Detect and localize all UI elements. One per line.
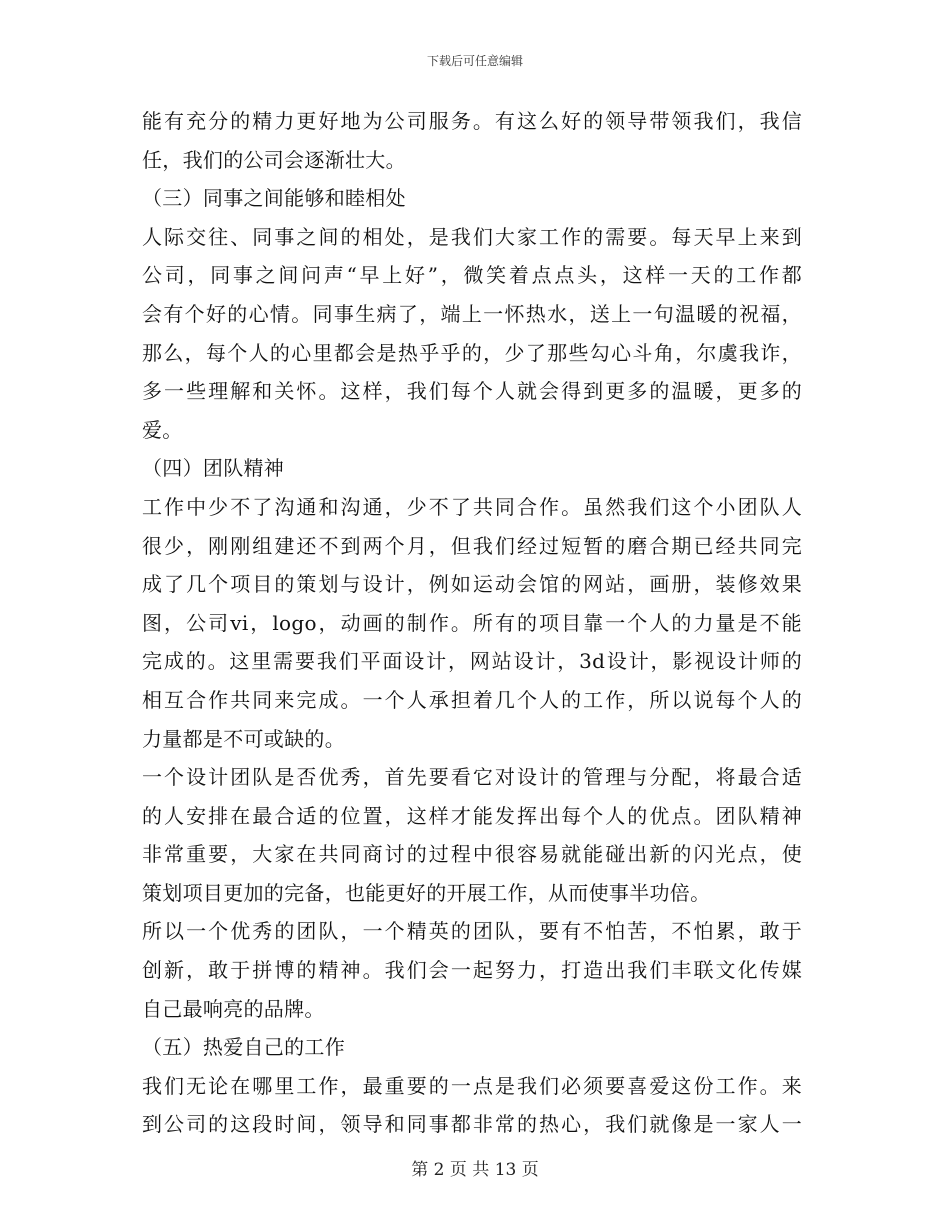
text-line: 会有个好的心情。同事生病了，端上一怀热水，送上一句温暖的祝福， — [142, 301, 802, 326]
page-number-footer: 第 2 页 共 13 页 — [411, 1160, 539, 1180]
text-line: （四）团队精神 — [142, 456, 285, 481]
text-line: 所以一个优秀的团队，一个精英的团队，要有不怕苦，不怕累，敢于 — [142, 919, 802, 944]
text-line: 策划项目更加的完备，也能更好的开展工作，从而使事半功倍。 — [142, 880, 711, 905]
text-line: 完成的。这里需要我们平面设计，网站设计，3d设计，影视设计师的 — [142, 649, 802, 674]
text-line: 力量都是不可或缺的。 — [142, 726, 345, 751]
text-line: 公司，同事之间问声“早上好”，微笑着点点头，这样一天的工作都 — [142, 263, 802, 288]
text-line: 创新，敢于拼博的精神。我们会一起努力，打造出我们丰联文化传媒 — [142, 958, 802, 983]
text-line: （五）热爱自己的工作 — [142, 1035, 345, 1060]
text-line: 相互合作共同来完成。一个人承担着几个人的工作，所以说每个人的 — [142, 687, 802, 712]
text-line: （三）同事之间能够和睦相处 — [142, 186, 406, 211]
text-line: 人际交往、同事之间的相处，是我们大家工作的需要。每天早上来到 — [142, 224, 802, 249]
text-line: 多一些理解和关怀。这样，我们每个人就会得到更多的温暖，更多的 — [142, 379, 802, 404]
document-body — [142, 102, 802, 1144]
text-line: 能有充分的精力更好地为公司服务。有这么好的领导带领我们，我信 — [142, 109, 802, 133]
text-line: 自己最响亮的品牌。 — [142, 996, 325, 1021]
text-line: 成了几个项目的策划与设计，例如运动会馆的网站，画册，装修效果 — [142, 572, 802, 597]
text-line: 我们无论在哪里工作，最重要的一点是我们必须要喜爱这份工作。来 — [142, 1073, 802, 1098]
text-line: 工作中少不了沟通和沟通，少不了共同合作。虽然我们这个小团队人 — [142, 494, 802, 519]
text-line: 到公司的这段时间，领导和同事都非常的热心，我们就像是一家人一 — [142, 1112, 802, 1137]
text-line: 爱。 — [142, 417, 183, 442]
page-header: 下载后可任意编辑 — [426, 54, 523, 68]
text-line: 那么，每个人的心里都会是热乎乎的，少了那些勾心斗角，尔虞我诈， — [142, 340, 802, 365]
text-line: 一个设计团队是否优秀，首先要看它对设计的管理与分配，将最合适 — [142, 765, 802, 790]
text-line: 任，我们的公司会逐渐壮大。 — [142, 147, 406, 172]
text-line: 图，公司vi，logo，动画的制作。所有的项目靠一个人的力量是不能 — [142, 610, 802, 635]
text-line: 很少，刚刚组建还不到两个月，但我们经过短暂的磨合期已经共同完 — [142, 533, 802, 558]
text-line: 非常重要，大家在共同商讨的过程中很容易就能碰出新的闪光点，使 — [142, 842, 802, 867]
text-line: 的人安排在最合适的位置，这样才能发挥出每个人的优点。团队精神 — [142, 803, 802, 828]
